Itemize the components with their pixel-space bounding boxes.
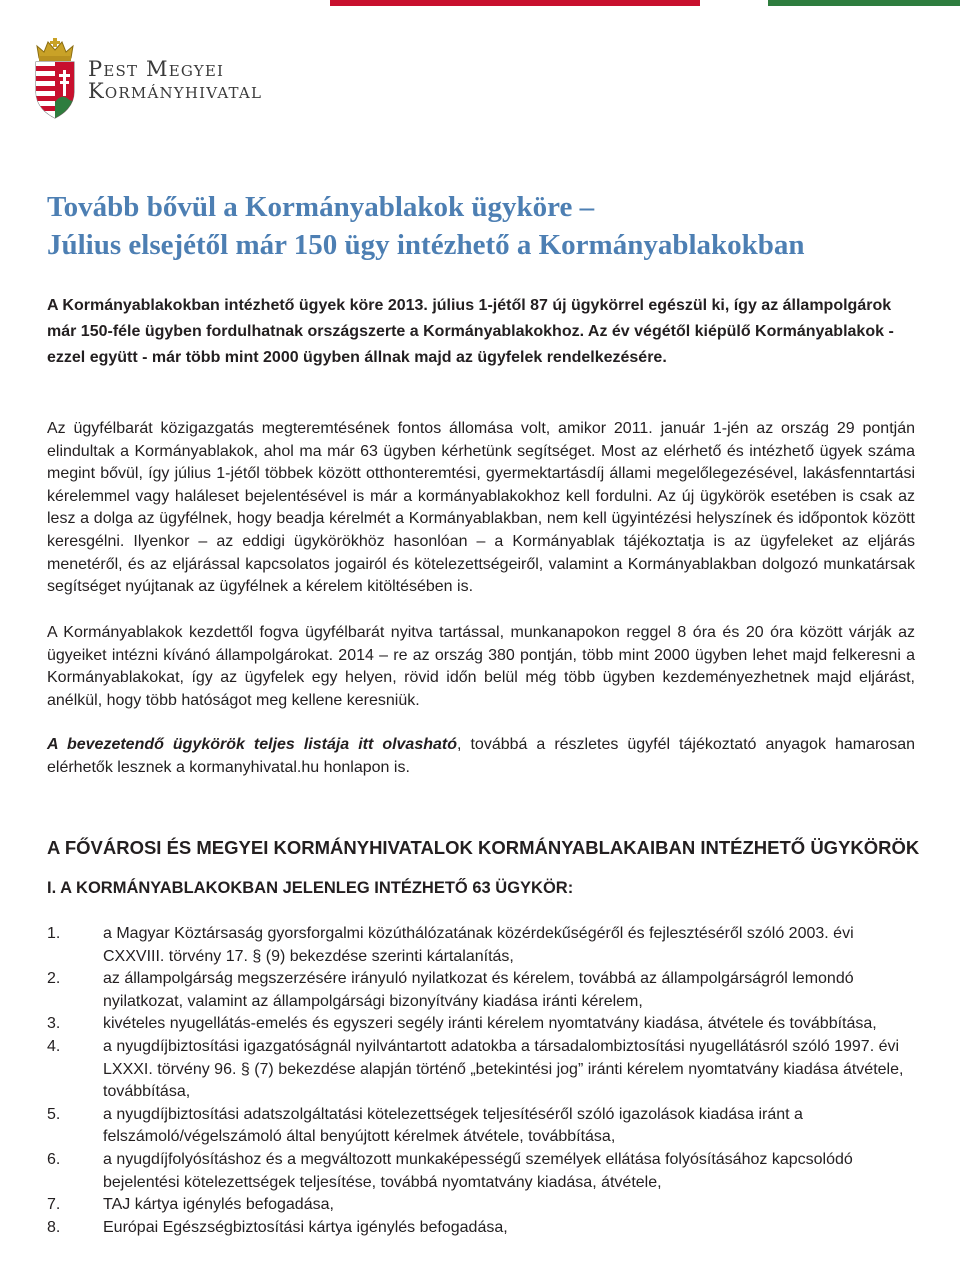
section-heading: A FŐVÁROSI ÉS MEGYEI KORMÁNYHIVATALOK KORMÁNYABLAKAIBAN INTÉZHETŐ ÜGYKÖRÖK bbox=[47, 837, 920, 858]
list-item-text: a nyugdíjfolyósításhoz és a megváltozott munkaképességű személyek ellátása folyósításához kapcsolódó bejelentési kötelezettségek teljesítése, továbbá nyomtatvány kiadása, átvétele, bbox=[103, 1150, 853, 1191]
list-item-number: 5. bbox=[47, 1105, 61, 1123]
list-item-number: 2. bbox=[47, 970, 61, 988]
service-list bbox=[47, 923, 915, 1239]
header-green-stripe bbox=[768, 0, 960, 6]
body-paragraph-1: Az ügyfélbarát közigazgatás megteremtésének fontos állomása volt, amikor 2011. január 1-jén az ország 29 pontján elindultak a Kormányablakok, ahol ma már 63 ügyben kérhetünk segítséget. Most az elérhető és intézhető ügyek száma megint bővül, így július 1-jétől többek között otthonteremtési, gyermektartásdíj állami megelőlegezésével, lakásfenntartási kérelemmel vagy haláleset bejelentésével is már a kormányablakokhoz kell fordulni. Az új ügykörök esetében is csak az lesz a dolga az ügyfélnek, hogy beadja kérelmét a Kormányablakban, nem kell ügyintézési helyszínek és időpontok között keresgélni. Ilyenkor – az eddigi ügykörökhöz hasonlóan – a Kormányablak tájékoztatja is az ügyfeleket az eljárás menetéről, és az eljárással kapcsolatos jogairól és kötelezettségeiről, valamint a Kormányablakban dolgozó munkatársak segítséget nyújtanak az ügyfélnek a kérelem kitöltésében is. bbox=[47, 420, 915, 596]
list-item-text: TAJ kártya igénylés befogadása, bbox=[103, 1196, 334, 1214]
list-item-number: 7. bbox=[47, 1196, 61, 1214]
list-item-text: az állampolgárság megszerzésére irányuló nyilatkozat és kérelem, továbbá az állampolgárságról lemondó nyilatkozat, valamint az állampolgársági bizonyítvány kiadása iránti kérelem, bbox=[103, 970, 854, 1010]
header-red-stripe bbox=[330, 0, 700, 6]
list-item-text: a nyugdíjbiztosítási igazgatóságnál nyilvántartott adatokba a társadalombiztosítási nyugellátásról szóló 1997. évi LXXXI. törvény 96. § (7) bekezdése alapján történő „betekintési jog” iránti kérelem nyomtatvány kiadása átvétele, továbbítása, bbox=[103, 1037, 904, 1101]
list-item bbox=[47, 968, 915, 1013]
list-item bbox=[47, 1149, 915, 1194]
list-item-number: 6. bbox=[47, 1150, 61, 1168]
list-item-text: kivételes nyugellátás-emelés és egyszeri segély iránti kérelem nyomtatvány kiadása, átvétele és továbbítása, bbox=[103, 1015, 877, 1033]
body-paragraph-3 bbox=[47, 734, 915, 779]
list-item-number: 3. bbox=[47, 1015, 61, 1033]
organization-name bbox=[88, 58, 262, 102]
list-item-number: 1. bbox=[47, 925, 61, 942]
list-item-number: 8. bbox=[47, 1218, 61, 1236]
body-paragraph-3-rest: , továbbá a részletes ügyfél tájékoztató anyagok hamarosan elérhetők lesznek a kormanyhivatal.hu honlapon is. bbox=[47, 736, 916, 776]
subsection-heading-suffix: : bbox=[567, 879, 574, 897]
list-item bbox=[47, 1194, 915, 1217]
organization-name-line2: Kormányhivatal bbox=[88, 79, 263, 103]
list-item-number: 4. bbox=[47, 1037, 61, 1055]
subsection-heading bbox=[47, 879, 573, 898]
list-item-text: a nyugdíjbiztosítási adatszolgáltatási kötelezettségek teljesítéséről szóló igazolások kiadása iránt a felszámoló/végelszámoló által benyújtott kérelmek átvétele, továbbítása, bbox=[103, 1105, 803, 1146]
page-title bbox=[47, 188, 805, 264]
page-title-line2: Július elsejétől már 150 ügy intézhető a Kormányablakokban bbox=[47, 229, 805, 261]
coat-of-arms-logo bbox=[33, 36, 77, 124]
organization-name-line1: Pest Megyei bbox=[88, 57, 225, 81]
full-list-link[interactable]: A bevezetendő ügykörök teljes listája itt olvasható bbox=[47, 736, 458, 753]
list-item bbox=[47, 1217, 915, 1240]
list-item bbox=[47, 923, 915, 968]
lead-paragraph: A Kormányablakokban intézhető ügyek köre 2013. július 1-jétől 87 új ügykörrel egészül ki, így az állampolgárok már 150-féle ügyben fordulhatnak országszerte a Kormányablakokhoz. Az év végétől kiépülő Kormányablakok - ezzel együtt - már több mint 2000 ügyben állnak majd az ügyfelek rendelkezésére. bbox=[47, 297, 894, 366]
list-item bbox=[47, 1104, 915, 1149]
list-item bbox=[47, 1036, 915, 1104]
subsection-heading-text: I. A KORMÁNYABLAKOKBAN JELENLEG INTÉZHETŐ 63 ÜGYKÖR bbox=[47, 879, 568, 897]
list-item-text: Európai Egészségbiztosítási kártya igénylés befogadása, bbox=[103, 1218, 508, 1236]
body-paragraph-2: A Kormányablakok kezdettől fogva ügyfélbarát nyitva tartással, munkanapokon reggel 8 óra és 20 óra között várják az ügyeiket intézni kívánó állampolgárokat. 2014 – re az ország 380 pontján, több mint 2000 ügyben lehet majd felkeresni a Kormányablakokat, így az ügyfelek egy helyen, rövid időn belül még több ügyben kezdeményezhetnek majd eljárást, anélkül, hogy több hatóságot meg kellene keresniük. bbox=[47, 624, 915, 709]
list-item-text: a Magyar Köztársaság gyorsforgalmi közúthálózatának közérdekűségéről és fejlesztéséről szóló 2003. évi CXXVIII. törvény 17. § (9) bekezdése szerinti kártalanítás, bbox=[103, 925, 854, 965]
list-item bbox=[47, 1013, 915, 1036]
page-title-line1: Tovább bővül a Kormányablakok ügyköre – bbox=[47, 191, 595, 223]
